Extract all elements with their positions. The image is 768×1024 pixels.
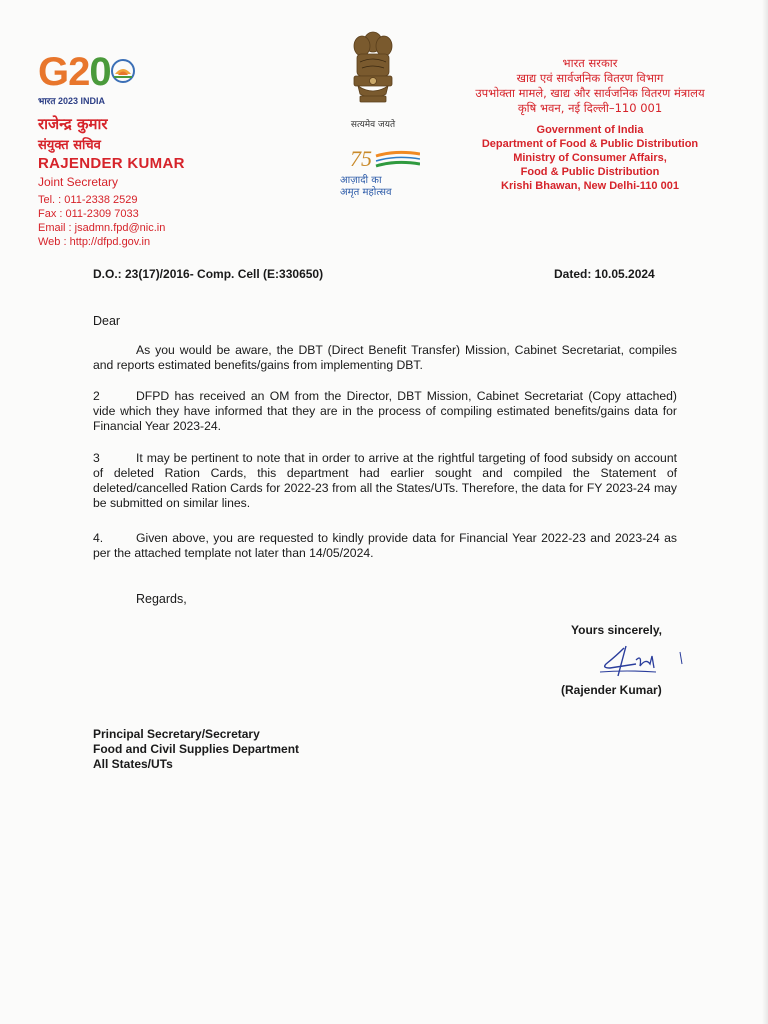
national-emblem: [348, 28, 398, 138]
signatory-name: (Rajender Kumar): [561, 683, 662, 697]
emblem-motto: सत्यमेव जयते: [350, 120, 396, 130]
scan-shadow: [762, 0, 768, 1024]
paragraph-3-number: 3: [93, 451, 100, 465]
sender-tel: Tel. : 011-2338 2529: [38, 194, 138, 206]
g20-logo: [38, 52, 148, 108]
office-english-line: Government of India: [536, 124, 644, 136]
azadi-number: 75: [350, 148, 372, 170]
azadi-line2: अमृत महोत्सव: [340, 187, 392, 198]
office-english-line: Department of Food & Public Distribution: [481, 138, 699, 150]
tricolor-75-icon: [340, 148, 420, 170]
sender-fax: Fax : 011-2309 7033: [38, 208, 139, 220]
office-header-english: [430, 123, 750, 193]
paragraph-2: [93, 389, 677, 434]
lion-capital-icon: [348, 28, 398, 110]
office-hindi-line: उपभोक्ता मामले, खाद्य और सार्वजनिक वितरण मंत्रालय: [475, 86, 705, 100]
recipient-line: Food and Civil Supplies Department: [93, 742, 300, 756]
recipient-line: All States/UTs: [93, 757, 173, 771]
g20-logo-text: G2: [38, 50, 90, 94]
sender-name-hindi: राजेन्द्र कुमार: [38, 115, 108, 133]
sender-name: RAJENDER KUMAR: [38, 155, 185, 172]
office-english-line: Food & Public Distribution: [520, 166, 660, 178]
g20-logo-zero: 0: [89, 50, 111, 94]
paragraph-1: As you would be aware, the DBT (Direct Benefit Transfer) Mission, Cabinet Secretariat, compiles and reports estimated benefits/gains from implementing DBT.: [93, 343, 677, 372]
sender-designation: Joint Secretary: [38, 175, 119, 189]
recipient-line: Principal Secretary/Secretary: [93, 727, 260, 741]
g20-logo-subtitle: भारत 2023 INDIA: [38, 96, 105, 106]
salutation: Dear: [93, 314, 121, 328]
azadi-line1: आज़ादी का: [340, 175, 382, 186]
sender-designation-hindi: संयुक्त सचिव: [38, 138, 101, 153]
letter-date: Dated: 10.05.2024: [554, 267, 655, 281]
handwritten-signature: [596, 642, 686, 682]
regards: Regards,: [136, 592, 187, 606]
azadi-amrit-mahotsav-logo: [340, 148, 430, 196]
reference-number: D.O.: 23(17)/2016- Comp. Cell (E:330650): [93, 267, 324, 281]
paragraph-4: [93, 531, 677, 561]
office-hindi-line: भारत सरकार: [562, 56, 618, 70]
sender-email: Email : jsadmn.fpd@nic.in: [38, 222, 166, 234]
paragraph-4-number: 4.: [93, 531, 104, 545]
sender-web: Web : http://dfpd.gov.in: [38, 236, 151, 248]
closing: Yours sincerely,: [571, 623, 662, 637]
paragraph-2-number: 2: [93, 389, 100, 403]
office-hindi-line: खाद्य एवं सार्वजनिक वितरण विभाग: [516, 71, 664, 85]
office-hindi-line: कृषि भवन, नई दिल्ली–110 001: [517, 101, 663, 115]
lotus-globe-icon: [110, 58, 136, 84]
office-header-hindi: [430, 56, 750, 116]
recipient-address: [93, 727, 299, 772]
paragraph-2-text: DFPD has received an OM from the Director, DBT Mission, Cabinet Secretariat (Copy attached) vide which they have informed that they are in the process of compiling estimated benefits/gains data for Financial Year 2023-24.: [93, 389, 677, 433]
paragraph-3-text: It may be pertinent to note that in order to arrive at the rightful targeting of food subsidy on account of deleted Ration Cards, this department had earlier sought and compiled the Statement of deleted/cancelled Ration Cards for 2022-23 from all the States/UTs. Therefore, the data for FY 2023-24 may be submitted on similar lines.: [93, 451, 677, 510]
office-english-line: Ministry of Consumer Affairs,: [513, 152, 667, 164]
office-english-line: Krishi Bhawan, New Delhi-110 001: [501, 180, 679, 192]
paragraph-4-text: Given above, you are requested to kindly provide data for Financial Year 2022-23 and 2023-24 as per the attached template not later than 14/05/2024.: [93, 531, 677, 560]
sender-contact-block: [38, 193, 165, 249]
paragraph-3: [93, 451, 677, 511]
